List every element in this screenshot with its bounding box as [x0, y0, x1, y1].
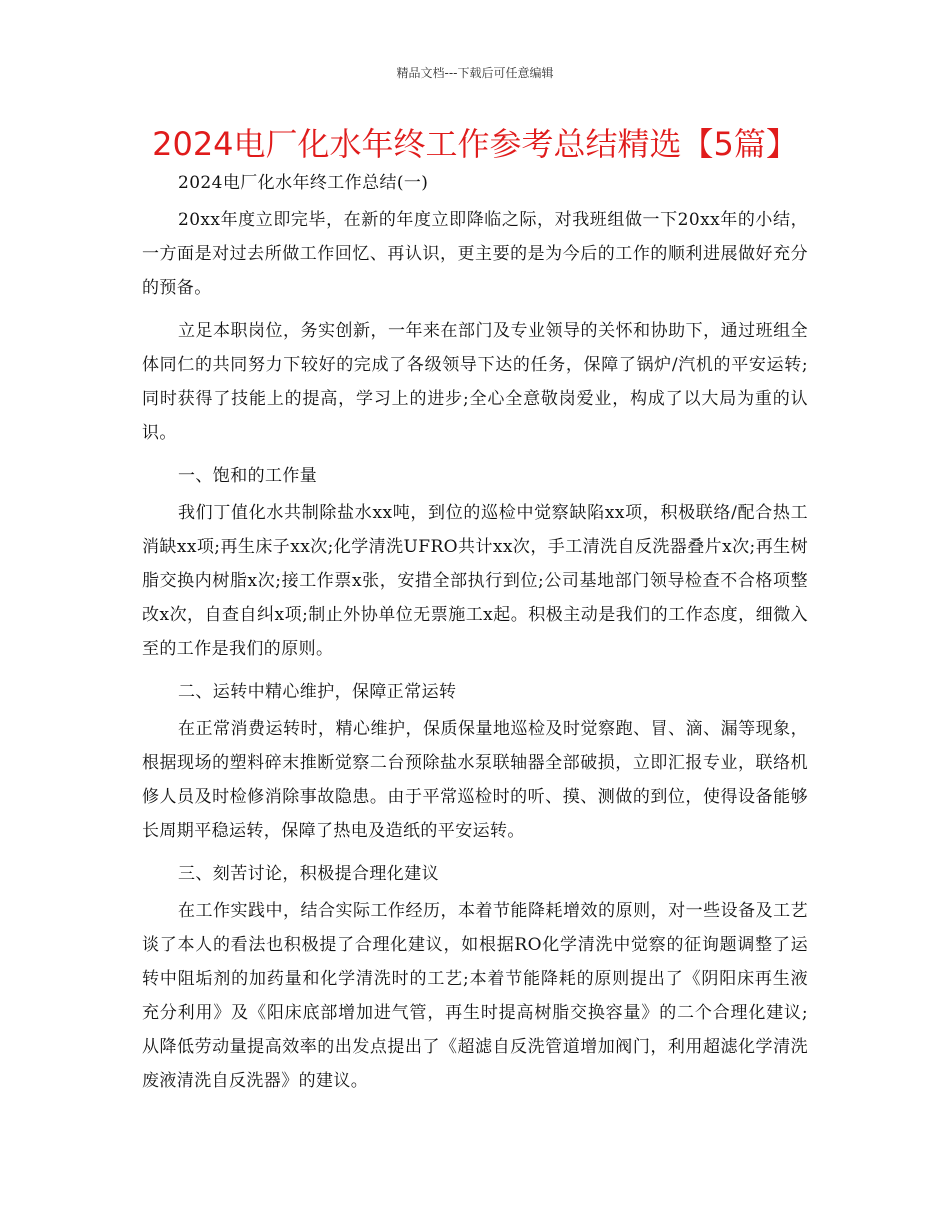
section-subtitle: 2024电厂化水年终工作总结(一): [178, 173, 429, 193]
heading-workload: 一、饱和的工作量: [178, 466, 318, 486]
paragraph-maintenance: 在正常消费运转时，精心维护，保质保量地巡检及时觉察跑、冒、滴、漏等现象，根据现场的塑料碎末推断觉察二台预除盐水泵联轴器全部破损，立即汇报专业，联络机修人员及时检修消除事故隐患。由于平常巡检时的听、摸、测做的到位，使得设备能够长周期平稳运转，保障了热电及造纸的平安运转。: [142, 719, 808, 841]
document-body: [142, 166, 808, 1107]
paragraph-overview: 立足本职岗位，务实创新，一年来在部门及专业领导的关怀和协助下，通过班组全体同仁的共同努力下较好的完成了各级领导下达的任务，保障了锅炉/汽机的平安运转;同时获得了技能上的提高，学习上的进步;全心全意敬岗爱业，构成了以大局为重的认识。: [142, 321, 808, 443]
paragraph-workload: 我们丁值化水共制除盐水xx吨，到位的巡检中觉察缺陷xx项，积极联络/配合热工消缺xx项;再生床子xx次;化学清洗UFRO共计xx次，手工清洗自反洗器叠片x次;再生树脂交换内树脂x次;接工作票x张，安措全部执行到位;公司基地部门领导检查不合格项整改x次，自查自纠x项;制止外协单位无票施工x起。积极主动是我们的工作态度，细微入至的工作是我们的原则。: [142, 503, 808, 659]
heading-maintenance: 二、运转中精心维护，保障正常运转: [178, 682, 457, 702]
document-title: 2024电厂化水年终工作参考总结精选【5篇】: [152, 125, 798, 163]
page-header: 精品文档---下载后可任意编辑: [396, 66, 554, 80]
paragraph-suggestions: 在工作实践中，结合实际工作经历，本着节能降耗增效的原则，对一些设备及工艺谈了本人的看法也积极提了合理化建议，如根据RO化学清洗中觉察的征询题调整了运转中阻垢剂的加药量和化学清洗时的工艺;本着节能降耗的原则提出了《阴阳床再生液充分利用》及《阳床底部增加进气管，再生时提高树脂交换容量》的二个合理化建议;从降低劳动量提高效率的出发点提出了《超滤自反洗管道增加阀门，利用超滤化学清洗废液清洗自反洗器》的建议。: [142, 901, 808, 1091]
paragraph-intro: 20xx年度立即完毕，在新的年度立即降临之际，对我班组做一下20xx年的小结，一方面是对过去所做工作回忆、再认识，更主要的是为今后的工作的顺利进展做好充分的预备。: [142, 210, 808, 298]
heading-suggestions: 三、刻苦讨论，积极提合理化建议: [178, 864, 439, 884]
